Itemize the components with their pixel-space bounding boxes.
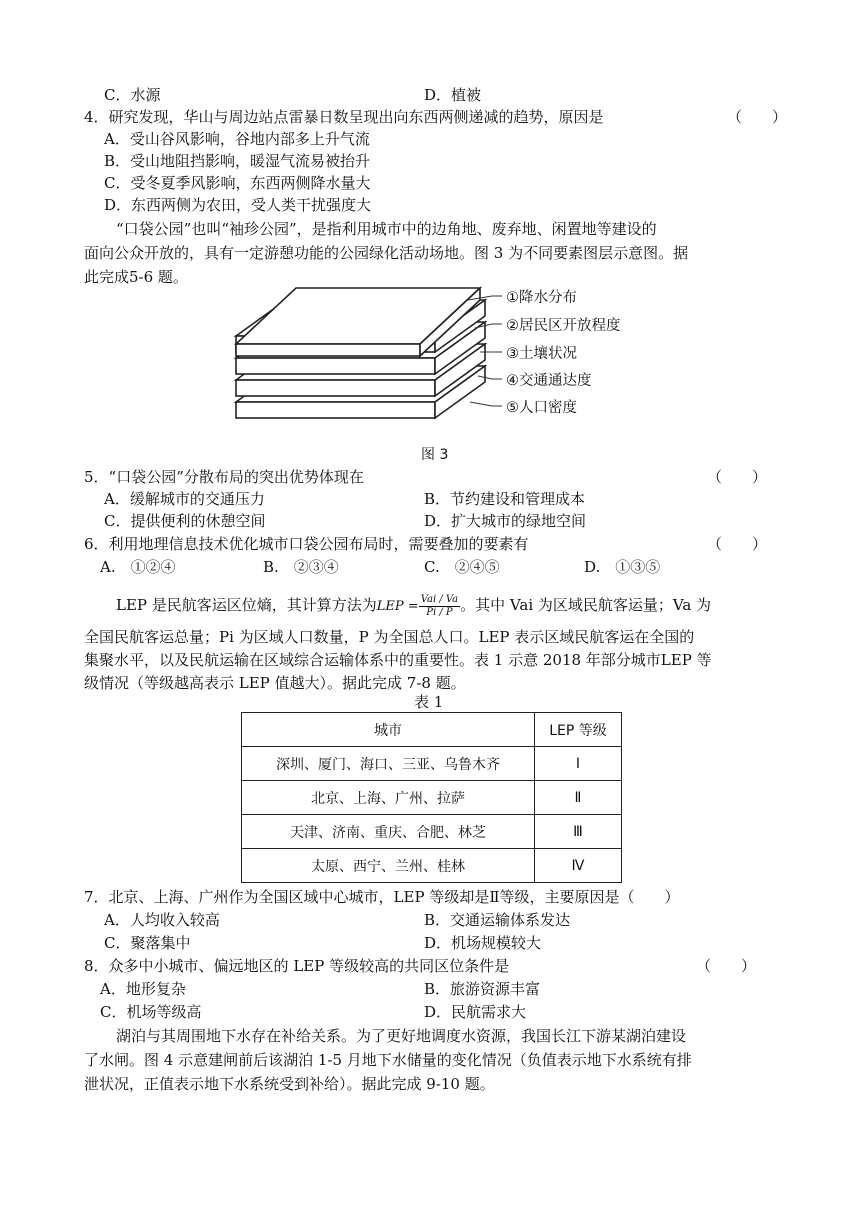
- table-cell-cities: 北京、上海、广州、拉萨: [242, 781, 535, 815]
- q5-option-b: B．节约建设和管理成本: [424, 490, 586, 508]
- q5-stem: 5．“口袋公园”分散布局的突出优势体现在: [84, 468, 364, 486]
- q5-option-c: C．提供便利的休憩空间: [104, 512, 266, 530]
- q4-option-b: B．受山地阻挡影响，暖湿气流易被抬升: [104, 152, 371, 170]
- figure3-layers-diagram: [230, 284, 650, 440]
- intro-56-line1: “口袋公园”也叫“袖珍公园”，是指利用城市中的边角地、废弃地、闲置地等建设的: [116, 220, 657, 238]
- lep-formula-lhs: LEP =: [376, 599, 419, 614]
- q8-option-b: B．旅游资源丰富: [424, 980, 541, 998]
- table-header-city: 城市: [242, 713, 535, 747]
- table-cell-grade: Ⅳ: [535, 849, 622, 883]
- intro-56-line3: 此完成5-6 题。: [84, 268, 188, 286]
- q5-option-d: D．扩大城市的绿地空间: [424, 512, 587, 530]
- figure3-caption: 图 3: [421, 447, 449, 463]
- figure3-label-4: ④交通通达度: [506, 373, 592, 389]
- q4-stem: 4．研究发现，华山与周边站点雷暴日数呈现出向东西两侧递减的趋势，原因是: [84, 108, 604, 126]
- lep-formula-denominator: Pi / P: [426, 606, 453, 618]
- intro-78-line4: 级情况（等级越高表示 LEP 值越大）。据此完成 7-8 题。: [84, 674, 466, 692]
- intro-78-line3: 集聚水平，以及民航运输在区域综合运输体系中的重要性。表 1 示意 2018 年部分城市LEP 等: [84, 651, 712, 669]
- figure3-label-5: ⑤人口密度: [506, 400, 577, 416]
- q7-option-d: D．机场规模较大: [424, 934, 542, 952]
- intro-910-line2: 了水闸。图 4 示意建闸前后该湖泊 1-5 月地下水储量的变化情况（负值表示地下水系统有排: [84, 1051, 692, 1069]
- intro-56-line2: 面向公众开放的，具有一定游憩功能的公园绿化活动场地。图 3 为不同要素图层示意图。据: [84, 244, 689, 262]
- lep-formula-fraction: [419, 594, 460, 619]
- q6-answer-bracket: （ ）: [707, 535, 768, 553]
- table-cell-grade: Ⅱ: [535, 781, 622, 815]
- q6-stem: 6．利用地理信息技术优化城市口袋公园布局时，需要叠加的要素有: [84, 535, 529, 553]
- q4-option-c: C．受冬夏季风影响，东西两侧降水量大: [104, 174, 371, 192]
- table-cell-grade: Ⅰ: [535, 747, 622, 781]
- table-header-grade: LEP 等级: [535, 713, 622, 747]
- table-row: [242, 849, 622, 883]
- table-row: [242, 815, 622, 849]
- intro-910-line3: 泄状况，正值表示地下水系统受到补给）。据此完成 9-10 题。: [84, 1075, 495, 1093]
- table-header-row: [242, 713, 622, 747]
- figure3-label-2: ②居民区开放程度: [506, 318, 621, 334]
- q8-option-d: D．民航需求大: [424, 1003, 527, 1021]
- table-row: [242, 781, 622, 815]
- q3-option-c: C．水源: [104, 86, 161, 104]
- q6-option-c: C. ②④⑤: [424, 558, 500, 576]
- q4-option-d: D．东西两侧为农田，受人类干扰强度大: [104, 196, 372, 214]
- q6-option-d: D. ①③⑤: [584, 558, 661, 576]
- table1-title: 表 1: [414, 693, 444, 711]
- q4-answer-bracket: （ ）: [727, 108, 788, 126]
- q8-option-a: A．地形复杂: [100, 980, 186, 998]
- q7-stem: 7．北京、上海、广州作为全国区域中心城市，LEP 等级却是Ⅱ等级，主要原因是（ ）: [84, 888, 680, 906]
- table-cell-cities: 天津、济南、重庆、合肥、林芝: [242, 815, 535, 849]
- table-cell-cities: 深圳、厦门、海口、三亚、乌鲁木齐: [242, 747, 535, 781]
- q7-option-b: B．交通运输体系发达: [424, 911, 571, 929]
- lep-formula-numerator: Vai / Va: [420, 593, 459, 605]
- q6-option-b: B. ②③④: [263, 558, 339, 576]
- q8-option-c: C．机场等级高: [100, 1003, 202, 1021]
- table-cell-cities: 太原、西宁、兰州、桂林: [242, 849, 535, 883]
- intro-78-formula-line: [116, 590, 711, 622]
- q6-option-a: A. ①②④: [100, 558, 176, 576]
- q8-answer-bracket: （ ）: [696, 957, 757, 975]
- intro-910-line1: 湖泊与其周围地下水存在补给关系。为了更好地调度水资源，我国长江下游某湖泊建设: [116, 1027, 687, 1045]
- intro-78-line2: 全国民航客运总量；Pi 为区域人口数量，P 为全国总人口。LEP 表示区域民航客运在全国的: [84, 628, 695, 646]
- figure3-label-3: ③土壤状况: [506, 346, 577, 362]
- lep-table: [241, 712, 622, 883]
- intro-78-pre: LEP 是民航客运区位熵，其计算方法为: [116, 596, 377, 614]
- layer-5-edge: [236, 402, 435, 418]
- q5-answer-bracket: （ ）: [707, 468, 768, 486]
- q4-option-a: A．受山谷风影响，谷地内部多上升气流: [104, 130, 370, 148]
- q7-option-a: A．人均收入较高: [104, 911, 220, 929]
- q8-stem: 8．众多中小城市、偏远地区的 LEP 等级较高的共同区位条件是: [84, 957, 510, 975]
- figure3-label-1: ①降水分布: [506, 290, 577, 306]
- q7-option-c: C．聚落集中: [104, 934, 191, 952]
- table-cell-grade: Ⅲ: [535, 815, 622, 849]
- q5-option-a: A．缓解城市的交通压力: [104, 490, 265, 508]
- intro-78-post: 。其中 Vai 为区域民航客运量；Va 为: [460, 596, 712, 614]
- q3-option-d: D．植被: [424, 86, 482, 104]
- table-row: [242, 747, 622, 781]
